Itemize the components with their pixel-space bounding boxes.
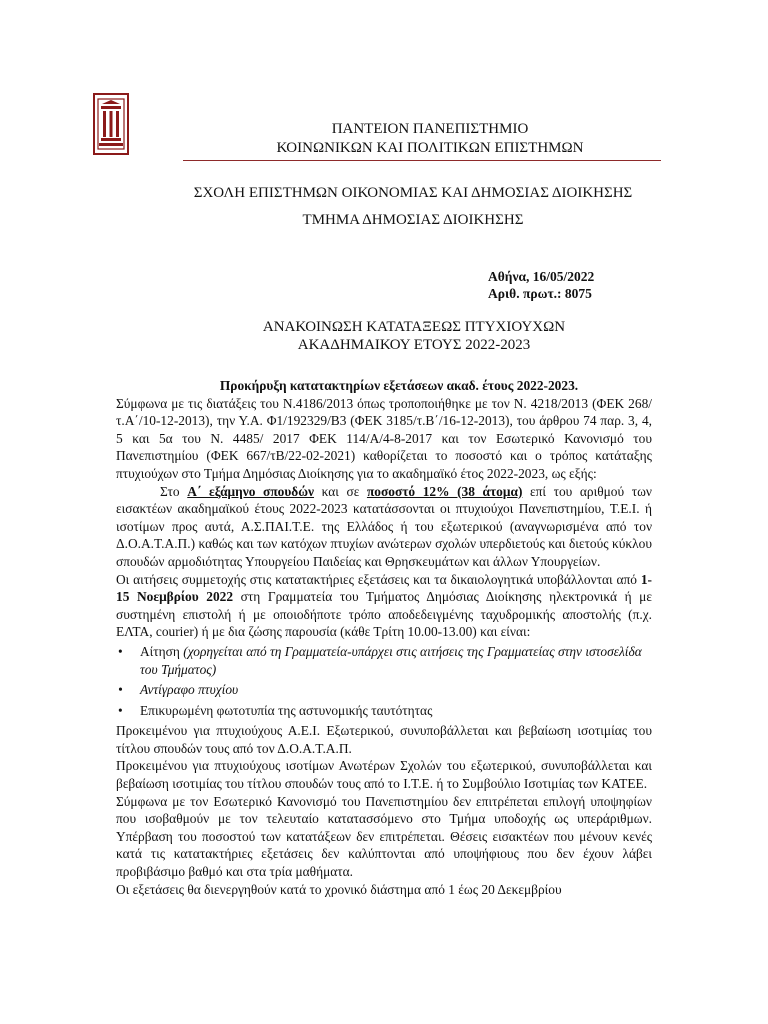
university-name-line1: ΠΑΝΤΕΙΟΝ ΠΑΝΕΠΙΣΤΗΜΙΟ — [331, 121, 529, 137]
university-name — [170, 120, 690, 158]
university-name-line2: ΚΟΙΝΩΝΙΚΩΝ ΚΑΙ ΠΟΛΙΤΙΚΩΝ ΕΠΙΣΤΗΜΩΝ — [276, 140, 584, 156]
section-heading: Προκήρυξη κατατακτηρίων εξετάσεων ακαδ. έτους 2022-2023. — [219, 378, 579, 393]
paragraph-quota — [116, 483, 652, 571]
application-period: 1-15 Νοεμβρίου 2022 — [116, 571, 652, 605]
date-line: Αθήνα, 16/05/2022 — [488, 269, 595, 284]
semester-highlight: Α΄ εξάμηνο σπουδών — [187, 483, 315, 499]
text-run-italic: (χορηγείται από τη Γραμματεία-υπάρχει στις αιτήσεις της Γραμματείας στην ιστοσελίδα του Τμήματος) — [140, 643, 642, 677]
announcement-title — [150, 318, 678, 354]
document-body — [116, 377, 652, 898]
paragraph-regulation: Σύμφωνα με τον Εσωτερικό Κανονισμό του Πανεπιστημίου δεν επιτρέπεται επιλογή υποψηφίων που ισοβαθμούν με τον τελευταίο κατατασσόμενο στο Τμήμα υποδοχής ως υπεράριθμων. Υπέρβαση του ποσοστού των κατατάξεων δεν επιτρέπεται. Θέσεις εισακτέων που μένουν κενές κατά τις κατατακτήριες εξετάσεις δεν καλύπτονται από υποψήφιους που δεν έχουν λάβει προβιβάσιμο βαθμό και στα τρία μαθήματα. — [116, 793, 652, 880]
department-name: ΤΜΗΜΑ ΔΗΜΟΣΙΑΣ ΔΙΟΙΚΗΣΗΣ — [302, 212, 524, 228]
quota-highlight: ποσοστό 12% (38 άτομα) — [366, 483, 523, 499]
text-run: Αίτηση — [140, 643, 184, 659]
text-run: και σε — [314, 483, 367, 499]
protocol-number: Αριθ. πρωτ.: 8075 — [488, 286, 592, 301]
paragraph-applications — [116, 571, 652, 641]
text-run: επί του αριθμού των εισακτέων ακαδημαϊκού έτους 2022-2023 κατατάσσονται οι πτυχιούχοι Πανεπιστημίου, Τ.Ε.Ι. ή ισοτίμων προς αυτά, Α.Σ.ΠΑΙ.Τ.Ε. της Ελλάδος ή του εξωτερικού (αναγνωρισμένα από τον Δ.Ο.Α.Τ.Α.Π.) καθώς και των κατόχων πτυχίων ανώτερων σχολών υπερδιετούς και διετούς κύκλου σπουδών αρμοδιότητας Υπουργείου Παιδείας και Θρησκευμάτων και άλλων Υπουργείων. — [116, 483, 652, 569]
documents-list — [116, 643, 652, 719]
list-item: • Επικυρωμένη φωτοτυπία της αστυνομικής ταυτότητας — [116, 702, 652, 720]
paragraph-exams: Οι εξετάσεις θα διενεργηθούν κατά το χρονικό διάστημα από 1 έως 20 Δεκεμβρίου — [116, 881, 562, 897]
announcement-title-line2: ΑΚΑΔΗΜΑΙΚΟΥ ΕΤΟΥΣ 2022-2023 — [297, 337, 531, 353]
paragraph-foreign-schools: Προκειμένου για πτυχιούχους ισοτίμων Ανωτέρων Σχολών του εξωτερικού, συνυποβάλλεται και βεβαίωση ισοτιμίας του τίτλου σπουδών τους από το Ι.Τ.Ε. ή το Συμβούλιο Ισοτιμίας των ΚΑΤΕΕ. — [116, 758, 652, 792]
list-item — [116, 643, 652, 678]
announcement-title-line1: ΑΝΑΚΟΙΝΩΣΗ ΚΑΤΑΤΑΞΕΩΣ ΠΤΥΧΙΟΥΧΩΝ — [262, 319, 566, 335]
paragraph-legal-basis: Σύμφωνα με τις διατάξεις του Ν.4186/2013 όπως τροποποιήθηκε με τον Ν. 4218/2013 (ΦΕΚ 268/τ.Α΄/10-12-2013), την Υ.Α. Φ1/192329/Β3 (ΦΕΚ 3185/τ.Β΄/16-12-2013), του άρθρου 74 παρ. 3, 4, 5 και 5α του Ν. 4485/ 2017 ΦΕΚ 114/Α/4-8-2017 και τον Εσωτερικό Κανονισμό του Πανεπιστημίου (ΦΕΚ 667/τΒ/22-02-2021) καθορίζεται το ποσοστό και ο τρόπος κατάταξης πτυχιούχων στο Τμήμα Δημόσιας Διοίκησης για το ακαδημαϊκό έτος 2022-2023, ως εξής: — [116, 395, 652, 481]
text-run: Οι αιτήσεις συμμετοχής στις κατατακτήριες εξετάσεις και τα δικαιολογητικά υποβάλλονται από — [116, 571, 641, 587]
text-run: στη Γραμματεία του Τμήματος Δημόσιας Διοίκησης ηλεκτρονικά ή με συστημένη επιστολή ή με οποιοδήποτε τρόπο αποδεδειγμένης ταχυδρομικής αποστολής (π.χ. ΕΛΤΑ, courier) ή με δια ζώσης παρουσία (κάθε Τρίτη 10.00-13.00) και είναι: — [116, 589, 652, 640]
date-block — [488, 268, 594, 302]
paragraph-foreign-degrees: Προκειμένου για πτυχιούχους Α.Ε.Ι. Εξωτερικού, συνυποβάλλεται και βεβαίωση ισοτιμίας του τίτλου σπουδών τους από τον Δ.Ο.Α.Τ.Α.Π. — [116, 723, 652, 756]
school-name: ΣΧΟΛΗ ΕΠΙΣΤΗΜΩΝ ΟΙΚΟΝΟΜΙΑΣ ΚΑΙ ΔΗΜΟΣΙΑΣ ΔΙΟΙΚΗΣΗΣ — [193, 185, 633, 201]
university-seal-icon — [91, 92, 131, 156]
text-run: Στο — [160, 483, 188, 499]
list-item: • Αντίγραφο πτυχίου — [116, 681, 652, 699]
header-divider — [183, 160, 661, 161]
